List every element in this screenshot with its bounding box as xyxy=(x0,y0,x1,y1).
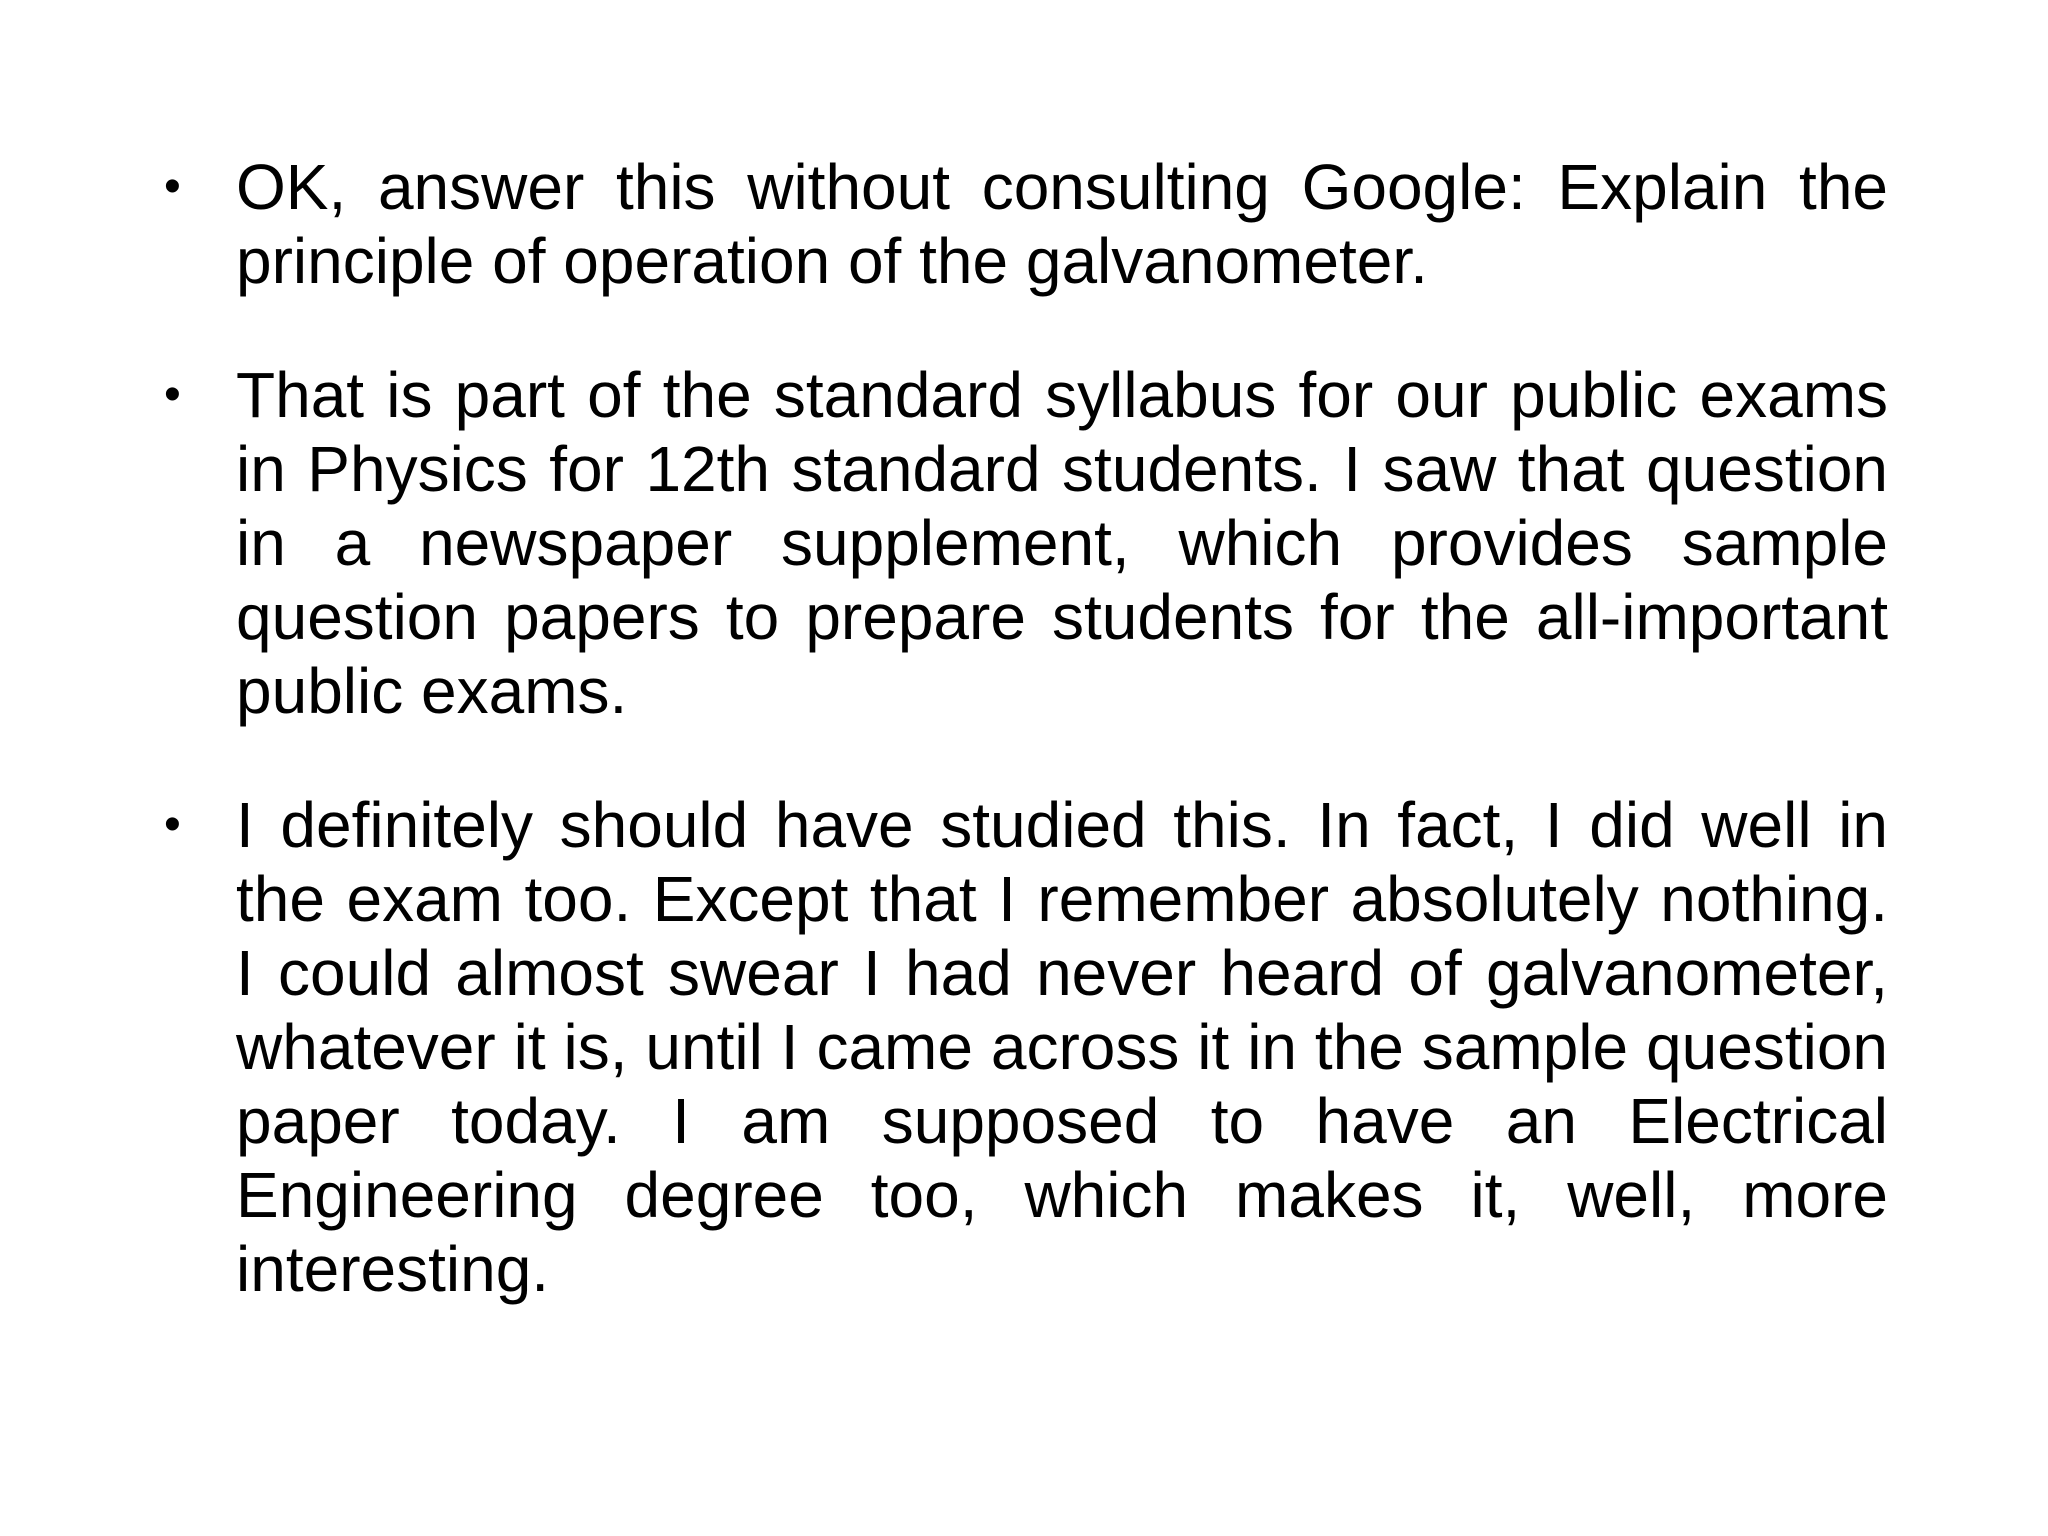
bullet-item-syllabus xyxy=(148,358,1888,728)
bullet-item-galvanometer-question xyxy=(148,150,1888,298)
bullet-text: OK, answer this without consulting Google: Explain the principle of operation of the galvanometer. xyxy=(236,151,1888,297)
bullet-marker: • xyxy=(164,798,181,851)
bullet-list xyxy=(148,150,1888,1306)
bullet-text: I definitely should have studied this. In fact, I did well in the exam too. Except that I remember absolutely nothing. I could almost swear I had never heard of galvanometer, whatever it is, until I came across it in the sample question paper today. I am supposed to have an Electrical Engineering degree too, which makes it, well, more interesting. xyxy=(236,789,1888,1305)
bullet-marker: • xyxy=(164,368,181,421)
bullet-text: That is part of the standard syllabus for our public exams in Physics for 12th standard students. I saw that question in a newspaper supplement, which provides sample question papers to prepare students for the all-important public exams. xyxy=(236,359,1888,727)
bullet-item-should-have-studied xyxy=(148,788,1888,1306)
bullet-marker: • xyxy=(164,160,181,213)
